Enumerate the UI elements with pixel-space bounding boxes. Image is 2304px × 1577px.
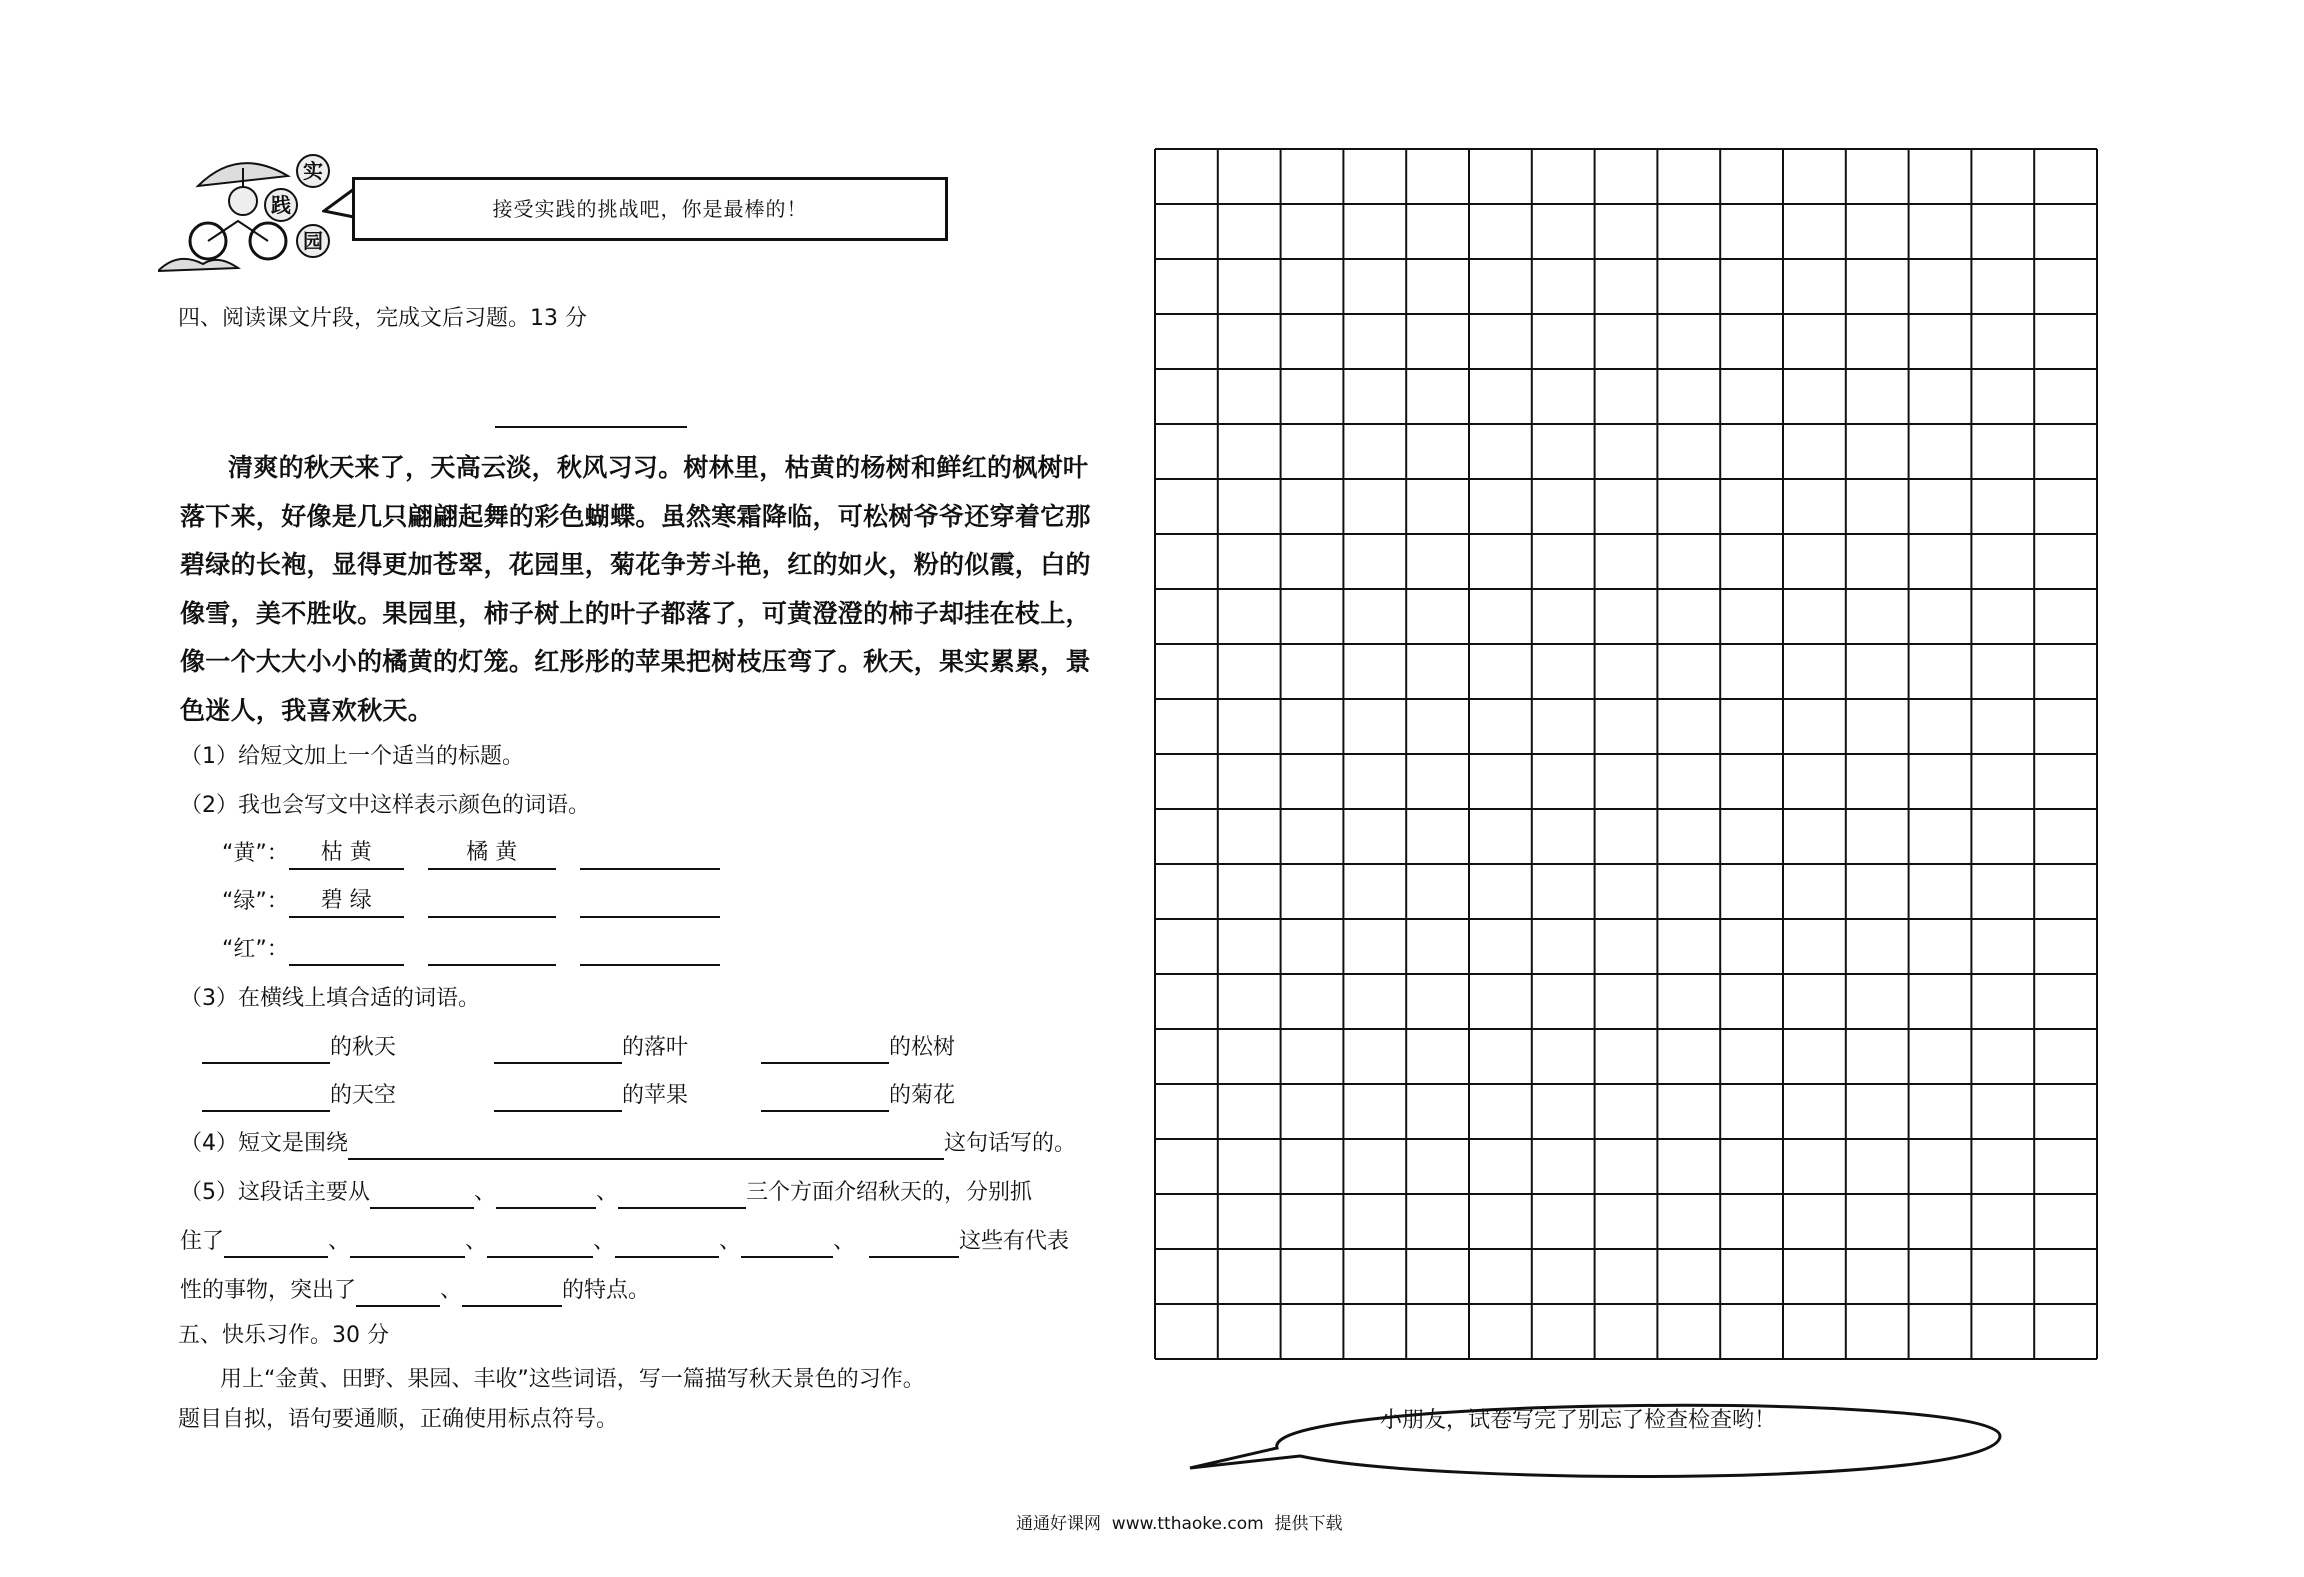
q3-item: 的秋天 <box>202 1032 396 1064</box>
q5-blank[interactable] <box>615 1226 719 1258</box>
footer-credit: 通通好课网 www.tthaoke.com 提供下载 <box>1016 1514 1343 1534</box>
q2-answer-blank[interactable] <box>289 934 404 966</box>
q5-blank[interactable] <box>869 1226 959 1258</box>
q3-blank[interactable] <box>494 1032 622 1064</box>
q2-answer-blank[interactable] <box>428 886 556 918</box>
passage-line: 像一个大大小小的橘黄的灯笼。红彤彤的苹果把树枝压弯了。秋天，果实累累，景 <box>180 647 1091 676</box>
passage-title-blank[interactable] <box>495 426 687 428</box>
q2-answer-blank[interactable]: 枯 黄 <box>289 838 404 870</box>
passage-line: 清爽的秋天来了，天高云淡，秋风习习。树林里，枯黄的杨树和鲜红的枫树叶 <box>228 453 1089 482</box>
q2-answer-blank[interactable] <box>580 886 720 918</box>
badge-yuan: 园 <box>296 224 330 258</box>
question-3: （3）在横线上填合适的词语。 <box>180 986 480 1011</box>
question-1: （1）给短文加上一个适当的标题。 <box>180 744 524 769</box>
q3-item: 的苹果 <box>494 1080 688 1112</box>
q5-blank[interactable] <box>370 1177 474 1209</box>
reading-passage <box>180 444 1110 735</box>
q5-blank[interactable] <box>356 1275 440 1307</box>
q2-row-red <box>222 934 720 966</box>
q2-row-label: “黄”： <box>222 841 289 866</box>
question-5-line-3: 性的事物，突出了 、 的特点。 <box>180 1275 650 1307</box>
composition-instruction-2: 题目自拟，语句要通顺，正确使用标点符号。 <box>178 1407 619 1432</box>
q4-blank[interactable] <box>348 1128 944 1160</box>
q2-answer-blank[interactable]: 碧 绿 <box>289 886 404 918</box>
badge-shi: 实 <box>296 154 330 188</box>
q5-blank[interactable] <box>350 1226 465 1258</box>
q3-item: 的松树 <box>761 1032 955 1064</box>
q5-blank[interactable] <box>618 1177 746 1209</box>
q2-row-label: “红”： <box>222 937 289 962</box>
section-4-heading: 四、阅读课文片段，完成文后习题。13 分 <box>178 306 587 331</box>
q5-blank[interactable] <box>741 1226 833 1258</box>
q5-blank[interactable] <box>224 1226 328 1258</box>
passage-line: 色迷人，我喜欢秋天。 <box>180 695 434 725</box>
composition-writing-grid[interactable] <box>1154 148 2099 1361</box>
q2-answer-blank[interactable] <box>580 934 720 966</box>
q3-blank[interactable] <box>761 1080 889 1112</box>
q2-row-label: “绿”： <box>222 889 289 914</box>
reminder-bubble-shape-icon <box>1180 1386 2030 1491</box>
q3-item: 的落叶 <box>494 1032 688 1064</box>
q3-item: 的天空 <box>202 1080 396 1112</box>
q3-blank[interactable] <box>494 1080 622 1112</box>
q2-answer-blank[interactable]: 橘 黄 <box>428 838 556 870</box>
q5-blank[interactable] <box>462 1275 562 1307</box>
question-5-line-2: 住了 、 、 、 、 、 这些有代表 <box>180 1226 1069 1258</box>
question-2: （2）我也会写文中这样表示颜色的词语。 <box>180 793 590 818</box>
q2-answer-blank[interactable] <box>580 838 720 870</box>
q2-row-yellow <box>222 838 720 870</box>
badge-jian: 践 <box>264 188 298 222</box>
q5-blank[interactable] <box>487 1226 593 1258</box>
challenge-speech-bubble: 接受实践的挑战吧，你是最棒的！ <box>352 177 948 241</box>
passage-line: 像雪，美不胜收。果园里，柿子树上的叶子都落了，可黄澄澄的柿子却挂在枝上， <box>180 598 1091 628</box>
reminder-bubble-text: 小朋友，试卷写完了别忘了检查检查哟！ <box>1380 1408 1777 1433</box>
composition-instruction-1: 用上“金黄、田野、果园、丰收”这些词语，写一篇描写秋天景色的习作。 <box>220 1367 925 1392</box>
q3-item: 的菊花 <box>761 1080 955 1112</box>
practice-garden-logo <box>158 146 348 281</box>
q3-blank[interactable] <box>202 1080 330 1112</box>
question-5-line-1: （5）这段话主要从 、 、 三个方面介绍秋天的，分别抓 <box>180 1177 1032 1209</box>
q3-blank[interactable] <box>202 1032 330 1064</box>
bubble-tail-icon <box>322 185 356 225</box>
passage-line: 碧绿的长袍，显得更加苍翠，花园里，菊花争芳斗艳，红的如火，粉的似霞，白的 <box>180 550 1091 579</box>
q2-row-green <box>222 886 720 918</box>
section-5-heading: 五、快乐习作。30 分 <box>178 1323 389 1348</box>
q2-answer-blank[interactable] <box>428 934 556 966</box>
passage-line: 落下来，好像是几只翩翩起舞的彩色蝴蝶。虽然寒霜降临，可松树爷爷还穿着它那 <box>180 501 1091 531</box>
q5-blank[interactable] <box>496 1177 596 1209</box>
q3-blank[interactable] <box>761 1032 889 1064</box>
question-4: （4）短文是围绕 这句话写的。 <box>180 1128 1076 1160</box>
